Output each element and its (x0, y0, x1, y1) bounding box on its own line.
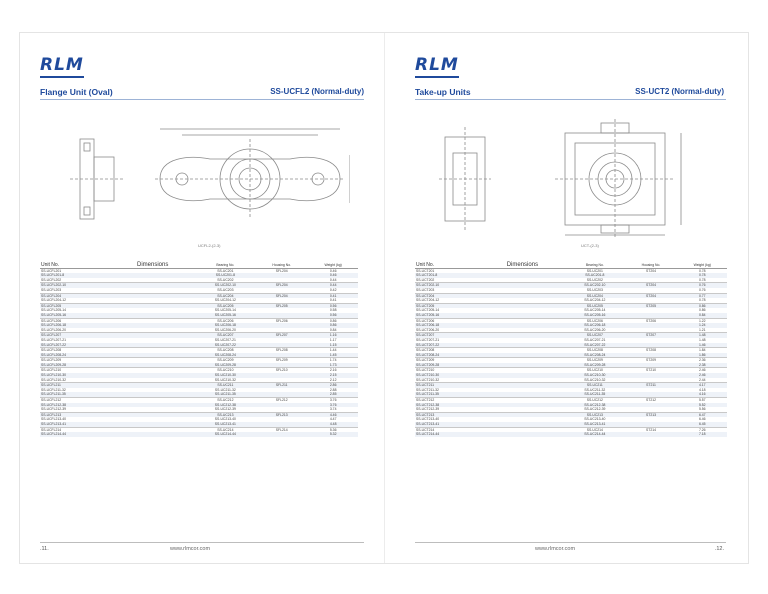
weight-cell: 4.17 (678, 383, 728, 388)
bearing-no-cell: SS-UC207-21 (214, 337, 236, 342)
weight-cell: 0.86 (678, 303, 728, 308)
weight-cell: 3.76 (308, 403, 358, 408)
unit-no-cell: SS-UCT202-10 (415, 283, 480, 288)
bearing-no-cell: SS-UC214-44 (196, 432, 256, 437)
bearing-no-cell: SS-UC202-10 (196, 283, 256, 288)
bearing-no-cell: SS-UC211-32 (584, 387, 606, 392)
bearing-no-cell: SS-UC206 (196, 318, 256, 323)
weight-cell: 1.21 (698, 327, 706, 332)
bearing-no-cell: SS-UC208 (196, 348, 256, 353)
website-link[interactable]: www.rlmcor.com (535, 546, 576, 552)
weight-cell: 3.76 (308, 398, 358, 403)
bearing-no-cell: SS-UC209-28 (196, 363, 256, 368)
unit-no-cell: SS-UCFL208-24 (40, 353, 110, 358)
footer-divider (415, 542, 726, 543)
housing-no-cell: ST208 (624, 348, 677, 353)
housing-no-cell: SFL209 (255, 358, 308, 363)
unit-no-cell: SS-UCT204-12 (416, 298, 440, 303)
unit-no-cell: SS-UCT201-8 (415, 273, 480, 278)
unit-no-cell: SS-UCFL201-8 (40, 273, 110, 278)
housing-no-cell: SFL205 (255, 303, 308, 308)
housing-no-cell: ST209 (624, 358, 677, 363)
flange-unit-drawing (60, 119, 350, 239)
weight-cell: 1.46 (678, 343, 728, 348)
weight-cell: 5.36 (308, 427, 358, 432)
take-up-unit-drawing (425, 119, 715, 239)
weight-cell: 1.84 (678, 348, 728, 353)
unit-no-cell: SS-UCFL214 (40, 427, 110, 432)
housing-no-cell: SFL204 (255, 283, 308, 288)
bearing-no-cell: SS-UC208 (565, 348, 624, 353)
bearing-no-cell: SS-UC211-35 (565, 392, 624, 397)
unit-no-cell: SS-UCFL213-41 (40, 422, 110, 427)
weight-cell: 4.48 (308, 422, 358, 427)
housing-no-cell: ST204 (624, 268, 677, 273)
footer-divider (40, 542, 364, 543)
weight-cell: 1.48 (698, 337, 706, 342)
weight-cell: 2.36 (678, 358, 728, 363)
unit-no-cell: SS-UCT210 (415, 368, 480, 373)
weight-cell: 4.16 (678, 392, 728, 397)
bearing-no-cell: SS-UC203 (217, 287, 234, 292)
brand-logo: RLM (40, 55, 84, 75)
weight-cell: 0.77 (678, 293, 728, 298)
unit-no-cell: SS-UCFL211 (40, 383, 110, 388)
housing-no-cell: ST210 (624, 368, 677, 373)
weight-cell: 0.44 (329, 277, 337, 282)
col-weight: Weight (kg) (308, 263, 358, 268)
weight-cell: 7.26 (678, 427, 728, 432)
bearing-no-cell: SS-UC211 (196, 383, 256, 388)
bearing-no-cell: SS-UC204-12 (584, 298, 606, 303)
unit-no-cell: SS-UCFL210-32 (41, 377, 67, 382)
unit-no-cell: SS-UCT206 (415, 318, 480, 323)
brand-logo: RLM (415, 55, 459, 75)
weight-cell: 0.56 (308, 313, 358, 318)
page-title: Flange Unit (Oval) (40, 87, 113, 97)
unit-no-cell: SS-UCT211 (415, 383, 480, 388)
bearing-no-cell: SS-UC201 (196, 268, 256, 273)
col-bearing-no: Bearing No. (565, 263, 624, 268)
unit-no-cell: SS-UCT208 (415, 348, 480, 353)
page-number: .11. (40, 546, 49, 552)
unit-no-cell: SS-UCT207-21 (416, 337, 440, 342)
housing-no-cell: SFL208 (255, 348, 308, 353)
dimensions-cell (110, 432, 196, 437)
bearing-no-cell: SS-UC208-24 (196, 353, 256, 358)
col-bearing-no: Bearing No. (196, 263, 256, 268)
bearing-no-cell: SS-UC212 (565, 398, 624, 403)
spec-table (415, 263, 727, 437)
unit-no-cell: SS-UCT209 (415, 358, 480, 363)
unit-no-cell: SS-UCT202 (416, 277, 435, 282)
bearing-no-cell: SS-UC211-35 (196, 392, 256, 397)
bearing-no-cell: SS-UC213 (565, 412, 624, 417)
unit-no-cell: SS-UCT203 (416, 287, 435, 292)
weight-cell: 6.46 (698, 417, 706, 422)
bearing-no-cell: SS-UC213-41 (565, 422, 624, 427)
weight-cell: 2.38 (678, 363, 728, 368)
weight-cell: 5.57 (678, 398, 728, 403)
weight-cell: 2.16 (308, 368, 358, 373)
bearing-no-cell: SS-UC212 (196, 398, 256, 403)
unit-no-cell: SS-UCFL214-44 (40, 432, 110, 437)
bearing-no-cell: SS-UC212-38 (196, 403, 256, 408)
unit-no-cell: SS-UCFL209-28 (40, 363, 110, 368)
bearing-no-cell: SS-UC213 (196, 412, 256, 417)
weight-cell: 1.22 (678, 318, 728, 323)
housing-no-cell: SFL213 (255, 412, 308, 417)
weight-cell: 0.46 (308, 273, 358, 278)
bearing-no-cell: SS-UC210-32 (214, 377, 236, 382)
bearing-no-cell: SS-UC210-30 (196, 373, 256, 378)
bearing-no-cell: SS-UC206-20 (214, 327, 236, 332)
unit-no-cell: SS-UCFL204 (40, 293, 110, 298)
unit-no-cell: SS-UCFL205 (40, 303, 110, 308)
unit-no-cell: SS-UCFL213-40 (41, 417, 67, 422)
figure-label: UCT-(2-3) (581, 243, 599, 248)
page-number: .12. (714, 546, 724, 552)
spec-table (40, 263, 358, 437)
unit-no-cell: SS-UCFL206-18 (40, 323, 110, 328)
housing-no-cell: SFL210 (255, 368, 308, 373)
col-unit-no: Unit No. (415, 263, 480, 268)
unit-no-cell: SS-UCFL212-39 (41, 407, 67, 412)
bearing-no-cell: SS-UC205 (196, 303, 256, 308)
unit-no-cell: SS-UCT214-44 (415, 432, 480, 437)
weight-cell: 2.46 (678, 373, 728, 378)
table-row (415, 432, 727, 437)
housing-no-cell: ST212 (624, 398, 677, 403)
housing-no-cell: ST211 (624, 383, 677, 388)
weight-cell: 1.16 (308, 333, 358, 338)
unit-no-cell: SS-UCFL201 (40, 268, 110, 273)
housing-no-cell: SFL206 (255, 318, 308, 323)
housing-no-cell: SFL204 (255, 268, 308, 273)
unit-no-cell: SS-UCT210-32 (416, 377, 440, 382)
unit-no-cell: SS-UCFL207-22 (40, 343, 110, 348)
weight-cell: 2.46 (678, 368, 728, 373)
bearing-no-cell: SS-UC201-8 (196, 273, 256, 278)
unit-no-cell: SS-UCFL203 (41, 287, 62, 292)
weight-cell: 0.56 (308, 303, 358, 308)
bearing-no-cell: SS-UC205 (565, 303, 624, 308)
unit-no-cell: SS-UCFL202 (41, 277, 62, 282)
logo-underline (415, 76, 459, 78)
website-link[interactable]: www.rlmcor.com (170, 546, 211, 552)
bearing-no-cell: SS-UC207-22 (565, 343, 624, 348)
bearing-no-cell: SS-UC206-18 (565, 323, 624, 328)
dimensions-cell (480, 432, 566, 437)
housing-no-cell: ST204 (624, 283, 677, 288)
bearing-no-cell: SS-UC214-44 (565, 432, 624, 437)
bearing-no-cell: SS-UC201 (565, 268, 624, 273)
weight-cell: 5.56 (698, 407, 706, 412)
weight-cell: 2.12 (329, 377, 337, 382)
weight-cell: 6.45 (678, 422, 728, 427)
unit-no-cell: SS-UCFL206-20 (41, 327, 67, 332)
housing-no-cell: SFL204 (255, 293, 308, 298)
weight-cell: 2.85 (308, 392, 358, 397)
unit-no-cell: SS-UCT208-24 (415, 353, 480, 358)
weight-cell: 0.78 (698, 298, 706, 303)
series-title: SS-UCFL2 (Normal-duty) (270, 87, 364, 96)
unit-no-cell: SS-UCFL212 (40, 398, 110, 403)
bearing-no-cell: SS-UC201-8 (565, 273, 624, 278)
bearing-no-cell: SS-UC213-40 (584, 417, 606, 422)
unit-no-cell: SS-UCT205-16 (415, 313, 480, 318)
weight-cell: 1.17 (329, 337, 337, 342)
weight-cell: 1.73 (308, 363, 358, 368)
weight-cell: 0.78 (698, 277, 706, 282)
bearing-no-cell: SS-UC204 (565, 293, 624, 298)
col-unit-no: Unit No. (40, 263, 110, 268)
series-title: SS-UCT2 (Normal-duty) (635, 87, 724, 96)
weight-cell: 2.15 (308, 373, 358, 378)
bearing-no-cell: SS-UC204 (196, 293, 256, 298)
col-dimensions: Dimensions (480, 263, 566, 268)
bearing-no-cell: SS-UC207 (196, 333, 256, 338)
unit-no-cell: SS-UCFL206 (40, 318, 110, 323)
unit-no-cell: SS-UCT201 (415, 268, 480, 273)
weight-cell: 0.86 (698, 308, 706, 313)
bearing-no-cell: SS-UC206-20 (584, 327, 606, 332)
housing-no-cell: ST206 (624, 318, 677, 323)
weight-cell: 1.48 (678, 333, 728, 338)
bearing-no-cell: SS-UC207-21 (584, 337, 606, 342)
bearing-no-cell: SS-UC211-32 (214, 387, 236, 392)
col-housing-no: Housing No. (624, 263, 677, 268)
unit-no-cell: SS-UCT205 (415, 303, 480, 308)
unit-no-cell: SS-UCFL205-14 (41, 308, 67, 313)
unit-no-cell: SS-UCT206-18 (415, 323, 480, 328)
weight-cell: 1.45 (308, 353, 358, 358)
weight-cell: 0.41 (329, 298, 337, 303)
bearing-no-cell: SS-UC202-10 (565, 283, 624, 288)
bearing-no-cell: SS-UC202 (217, 277, 234, 282)
bearing-no-cell: SS-UC205-14 (584, 308, 606, 313)
unit-no-cell: SS-UCT212-38 (415, 403, 480, 408)
col-dimensions: Dimensions (110, 263, 196, 268)
housing-no-cell: SFL214 (255, 427, 308, 432)
unit-no-cell: SS-UCFL202-10 (40, 283, 110, 288)
bearing-no-cell: SS-UC212-39 (214, 407, 236, 412)
housing-no-cell: SFL207 (255, 333, 308, 338)
unit-no-cell: SS-UCT213 (415, 412, 480, 417)
col-housing-no: Housing No. (255, 263, 308, 268)
weight-cell: 0.46 (308, 268, 358, 273)
bearing-no-cell: SS-UC209-28 (565, 363, 624, 368)
weight-cell: 0.86 (308, 323, 358, 328)
unit-no-cell: SS-UCFL212-38 (40, 403, 110, 408)
bearing-no-cell: SS-UC210-30 (565, 373, 624, 378)
unit-no-cell: SS-UCT213-40 (416, 417, 440, 422)
unit-no-cell: SS-UCFL209 (40, 358, 110, 363)
weight-cell: 2.86 (308, 383, 358, 388)
bearing-no-cell: SS-UC205-16 (565, 313, 624, 318)
right-page (384, 33, 748, 563)
housing-no-cell: SFL212 (255, 398, 308, 403)
unit-no-cell: SS-UCT207 (415, 333, 480, 338)
weight-cell: 2.88 (329, 387, 337, 392)
unit-no-cell: SS-UCFL208 (40, 348, 110, 353)
weight-cell: 4.47 (329, 417, 337, 422)
weight-cell: 0.84 (329, 327, 337, 332)
weight-cell: 1.24 (678, 323, 728, 328)
bearing-no-cell: SS-UC205-16 (196, 313, 256, 318)
title-divider (415, 99, 726, 100)
weight-cell: 4.46 (308, 412, 358, 417)
weight-cell: 6.47 (678, 412, 728, 417)
housing-no-cell: ST205 (624, 303, 677, 308)
weight-cell: 1.74 (308, 358, 358, 363)
catalog-spread (20, 33, 748, 563)
left-page (20, 33, 384, 563)
bearing-no-cell: SS-UC207 (565, 333, 624, 338)
bearing-no-cell: SS-UC206 (565, 318, 624, 323)
logo-underline (40, 76, 84, 78)
col-weight: Weight (kg) (678, 263, 728, 268)
unit-no-cell: SS-UCT214 (415, 427, 480, 432)
unit-no-cell: SS-UCFL207 (40, 333, 110, 338)
bearing-no-cell: SS-UC213-41 (196, 422, 256, 427)
bearing-no-cell: SS-UC205-14 (214, 308, 236, 313)
unit-no-cell: SS-UCT211-35 (415, 392, 480, 397)
bearing-no-cell: SS-UC212-38 (565, 403, 624, 408)
bearing-no-cell: SS-UC210 (565, 368, 624, 373)
weight-cell: 2.44 (698, 377, 706, 382)
weight-cell: 7.18 (678, 432, 728, 437)
unit-no-cell: SS-UCFL205-16 (40, 313, 110, 318)
housing-no-cell: ST207 (624, 333, 677, 338)
unit-no-cell: SS-UCT211-32 (416, 387, 439, 392)
weight-cell: 0.44 (308, 283, 358, 288)
weight-cell: 0.41 (308, 293, 358, 298)
weight-cell: 0.86 (308, 318, 358, 323)
bearing-no-cell: SS-UC213-40 (214, 417, 236, 422)
unit-no-cell: SS-UCT213-41 (415, 422, 480, 427)
weight-cell: 0.84 (678, 313, 728, 318)
housing-no-cell (624, 432, 677, 437)
unit-no-cell: SS-UCFL207-21 (41, 337, 67, 342)
housing-no-cell: ST214 (624, 427, 677, 432)
unit-no-cell: SS-UCT205-14 (416, 308, 440, 313)
weight-cell: 0.42 (329, 287, 337, 292)
unit-no-cell: SS-UCFL211-32 (41, 387, 66, 392)
unit-no-cell: SS-UCT209-28 (415, 363, 480, 368)
unit-no-cell: SS-UCFL211-35 (40, 392, 110, 397)
housing-no-cell: ST213 (624, 412, 677, 417)
page-title: Take-up Units (415, 87, 471, 97)
weight-cell: 4.18 (698, 387, 706, 392)
weight-cell: 5.52 (678, 403, 728, 408)
unit-no-cell: SS-UCFL213 (40, 412, 110, 417)
title-divider (40, 99, 364, 100)
weight-cell: 1.44 (308, 348, 358, 353)
bearing-no-cell: SS-UC212-39 (584, 407, 606, 412)
weight-cell: 0.78 (678, 273, 728, 278)
unit-no-cell: SS-UCFL210-30 (40, 373, 110, 378)
unit-no-cell: SS-UCT207-22 (415, 343, 480, 348)
figure-label: UCFL2-(2-3) (198, 243, 221, 248)
weight-cell: 0.76 (698, 287, 706, 292)
weight-cell: 1.86 (678, 353, 728, 358)
unit-no-cell: SS-UCT206-20 (416, 327, 440, 332)
bearing-no-cell: SS-UC210 (196, 368, 256, 373)
bearing-no-cell: SS-UC209 (565, 358, 624, 363)
bearing-no-cell: SS-UC208-24 (565, 353, 624, 358)
unit-no-cell: SS-UCT210-30 (415, 373, 480, 378)
unit-no-cell: SS-UCFL204-12 (41, 298, 67, 303)
bearing-no-cell: SS-UC204-12 (214, 298, 236, 303)
housing-no-cell: ST204 (624, 293, 677, 298)
unit-no-cell: SS-UCT212-39 (416, 407, 440, 412)
weight-cell: 3.74 (329, 407, 337, 412)
unit-no-cell: SS-UCT204 (415, 293, 480, 298)
weight-cell: 5.32 (308, 432, 358, 437)
weight-cell: 1.15 (308, 343, 358, 348)
bearing-no-cell: SS-UC211 (565, 383, 624, 388)
table-row (40, 432, 358, 437)
bearing-no-cell: SS-UC206-18 (196, 323, 256, 328)
bearing-no-cell: SS-UC209 (196, 358, 256, 363)
bearing-no-cell: SS-UC207-22 (196, 343, 256, 348)
bearing-no-cell: SS-UC214 (196, 427, 256, 432)
bearing-no-cell: SS-UC210-32 (584, 377, 606, 382)
housing-no-cell (255, 432, 308, 437)
weight-cell: 0.78 (678, 268, 728, 273)
weight-cell: 0.76 (678, 283, 728, 288)
bearing-no-cell: SS-UC214 (565, 427, 624, 432)
bearing-no-cell: SS-UC202 (586, 277, 603, 282)
unit-no-cell: SS-UCFL210 (40, 368, 110, 373)
bearing-no-cell: SS-UC203 (586, 287, 603, 292)
unit-no-cell: SS-UCT212 (415, 398, 480, 403)
weight-cell: 0.58 (329, 308, 337, 313)
housing-no-cell: SFL211 (255, 383, 308, 388)
